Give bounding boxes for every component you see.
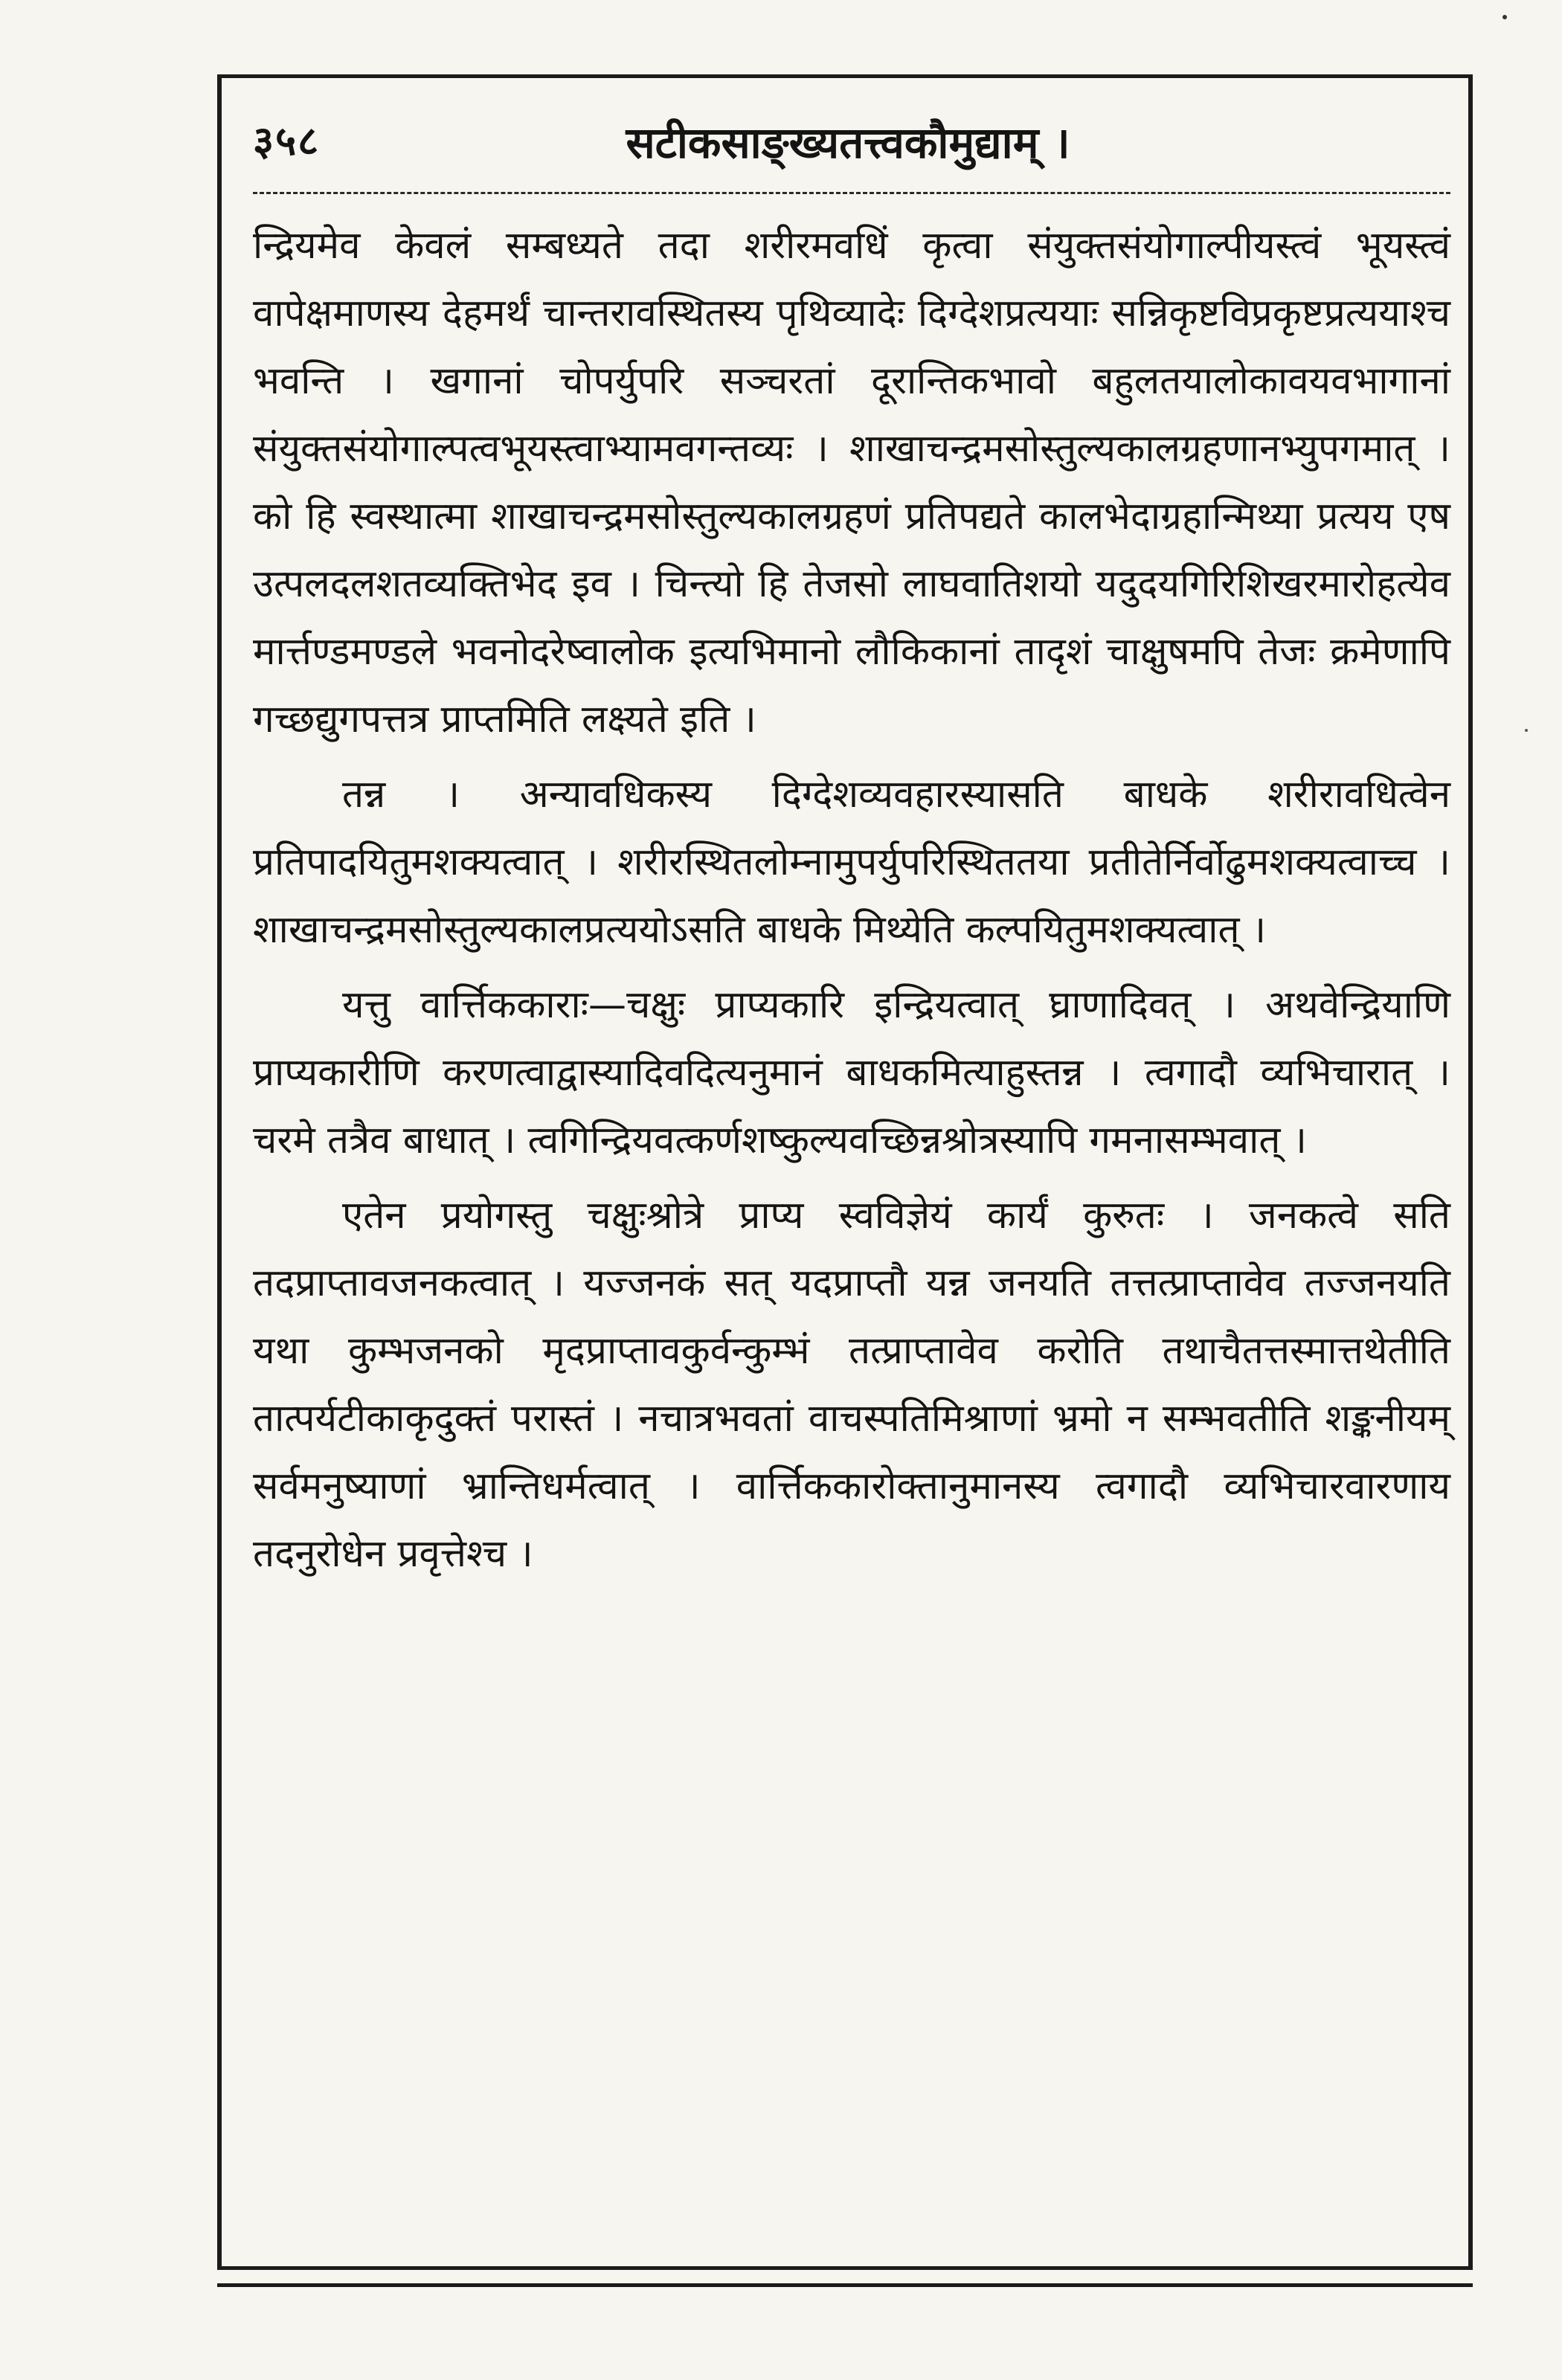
page-header bbox=[253, 112, 1443, 178]
paragraph: न्द्रियमेव केवलं सम्बध्यते तदा शरीरमवधिं कृत्वा संयुक्तसंयोगाल्पीयस्त्वं भूयस्त्वं वापेक्षमाणस्य देहमर्थं चान्तरावस्थितस्य पृथिव्यादेः दिग्देशप्रत्ययाः सन्निकृष्टविप्रकृष्टप्रत्ययाश्च भवन्ति । खगानां चोपर्युपरि सञ्चरतां दूरान्तिकभावो बहुलतयालोकावयवभागानां संयुक्तसंयोगाल्पत्वभूयस्त्वाभ्यामवगन्तव्यः । शाखाचन्द्रमसोस्तुल्यकालग्रहणानभ्युपगमात् । को हि स्वस्थात्मा शाखाचन्द्रमसोस्तुल्यकालग्रहणं प्रतिपद्यते कालभेदाग्रहान्मिथ्या प्रत्यय एष उत्पलदलशतव्यक्तिभेद इव । चिन्त्यो हि तेजसो लाघवातिशयो यदुदयगिरिशिखरमारोहत्येव मार्त्तण्डमण्डले भवनोदरेष्वालोक इत्यभिमानो लौकिकानां तादृशं चाक्षुषमपि तेजः क्रमेणापि गच्छद्युगपत्तत्र प्राप्तमिति लक्ष्यते इति । bbox=[253, 224, 1450, 742]
running-title: सटीकसाङ्ख्यतत्त्वकौमुद्याम् । bbox=[626, 118, 1070, 168]
body-text bbox=[253, 212, 1450, 1588]
scan-speck bbox=[1525, 729, 1528, 732]
page-number: ३५८ bbox=[253, 118, 321, 164]
paragraph: यत्तु वार्त्तिककाराः—चक्षुः प्राप्यकारि इन्द्रियत्वात् घ्राणादिवत् । अथवेन्द्रियाणि प्राप्यकारीणि करणत्वाद्वास्यादिवदित्यनुमानं बाधकमित्याहुस्तन्न । त्वगादौ व्यभिचारात् । चरमे तत्रैव बाधात् । त्वगिन्द्रियवत्कर्णशष्कुल्यवच्छिन्नश्रोत्रस्यापि गमनासम्भवात् । bbox=[253, 983, 1450, 1162]
paragraph: तन्न । अन्यावधिकस्य दिग्देशव्यवहारस्यासति बाधके शरीरावधित्वेन प्रतिपादयितुमशक्यत्वात् । शरीरस्थितलोम्नामुपर्युपरिस्थिततया प्रतीतेर्निर्वोढुमशक्यत्वाच्च । शाखाचन्द्रमसोस्तुल्यकालप्रत्ययोऽसति बाधके मिथ्येति कल्पयितुमशक्यत्वात् । bbox=[253, 773, 1450, 952]
paragraph: एतेन प्रयोगस्तु चक्षुःश्रोत्रे प्राप्य स्वविज्ञेयं कार्यं कुरुतः । जनकत्वे सति तदप्राप्तावजनकत्वात् । यज्जनकं सत् यदप्राप्तौ यन्न जनयति तत्तत्प्राप्तावेव तज्जनयति यथा कुम्भजनको मृदप्राप्तावकुर्वन्कुम्भं तत्प्राप्तावेव करोति तथाचैतत्तस्मात्तथेतीति तात्पर्यटीकाकृदुक्तं परास्तं । नचात्रभवतां वाचस्पतिमिश्राणां भ्रमो न सम्भवतीति शङ्कनीयम् सर्वमनुष्याणां भ्रान्तिधर्मत्वात् । वार्त्तिककारोक्तानुमानस्य त्वगादौ व्यभिचारवारणाय तदनुरोधेन प्रवृत्तेश्च । bbox=[253, 1194, 1450, 1576]
scan-speck bbox=[1502, 15, 1507, 19]
bottom-rule bbox=[217, 2283, 1473, 2287]
header-rule bbox=[253, 192, 1450, 194]
